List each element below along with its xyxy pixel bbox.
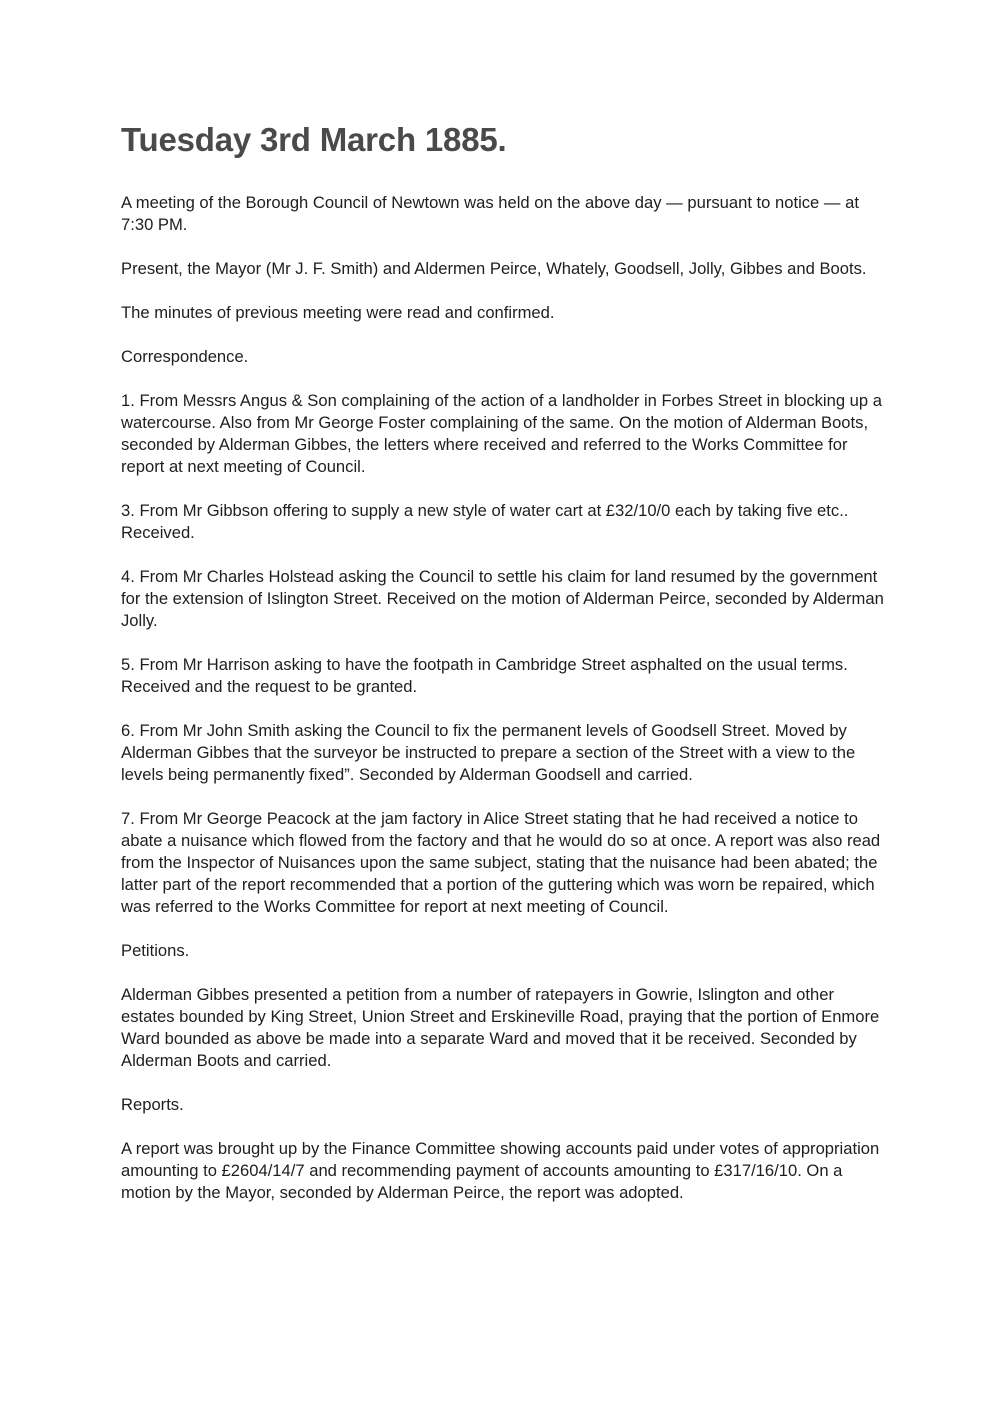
paragraph-attendance: Present, the Mayor (Mr J. F. Smith) and Aldermen Peirce, Whately, Goodsell, Jolly, Gibbes and Boots. <box>121 259 867 278</box>
section-heading-correspondence: Correspondence. <box>121 347 249 366</box>
document-title: Tuesday 3rd March 1885. <box>121 121 507 158</box>
correspondence-item-3: 3. From Mr Gibbson offering to supply a new style of water cart at £32/10/0 each by taking five etc.. Received. <box>121 501 849 542</box>
correspondence-item-6: 6. From Mr John Smith asking the Council to fix the permanent levels of Goodsell Street. Moved by Alderman Gibbes that the surveyor be instructed to prepare a section of the Street with a view to the levels being permanently fixed”. Seconded by Alderman Goodsell and carried. <box>121 721 856 784</box>
paragraph-meeting-notice: A meeting of the Borough Council of Newtown was held on the above day — pursuant to notice — at 7:30 PM. <box>121 193 859 234</box>
section-heading-reports: Reports. <box>121 1095 184 1114</box>
finance-report-paragraph: A report was brought up by the Finance Committee showing accounts paid under votes of appropriation amounting to £2604/14/7 and recommending payment of accounts amounting to £317/16/10. On a motion by the Mayor, seconded by Alderman Peirce, the report was adopted. <box>121 1139 880 1202</box>
section-heading-petitions: Petitions. <box>121 941 190 960</box>
paragraph-minutes: The minutes of previous meeting were read and confirmed. <box>121 303 555 322</box>
petition-paragraph: Alderman Gibbes presented a petition from a number of ratepayers in Gowrie, Islington and other estates bounded by King Street, Union Street and Erskineville Road, praying that the portion of Enmore Ward bounded as above be made into a separate Ward and moved that it be received. Seconded by Alderman Boots and carried. <box>121 985 880 1070</box>
correspondence-item-1: 1. From Messrs Angus & Son complaining of the action of a landholder in Forbes Street in blocking up a watercourse. Also from Mr George Foster complaining of the same. On the motion of Alderman Boots, seconded by Alderman Gibbes, the letters where received and referred to the Works Committee for report at next meeting of Council. <box>121 391 882 476</box>
correspondence-item-5: 5. From Mr Harrison asking to have the footpath in Cambridge Street asphalted on the usual terms. Received and the request to be granted. <box>121 655 848 696</box>
correspondence-item-7: 7. From Mr George Peacock at the jam factory in Alice Street stating that he had received a notice to abate a nuisance which flowed from the factory and that he would do so at once. A report was also read from the Inspector of Nuisances upon the same subject, stating that the nuisance had been abated; the latter part of the report recommended that a portion of the guttering which was worn be repaired, which was referred to the Works Committee for report at next meeting of Council. <box>121 809 881 916</box>
correspondence-item-4: 4. From Mr Charles Holstead asking the Council to settle his claim for land resumed by the government for the extension of Islington Street. Received on the motion of Alderman Peirce, seconded by Alderman Jolly. <box>121 567 884 630</box>
document-page <box>121 118 891 1226</box>
